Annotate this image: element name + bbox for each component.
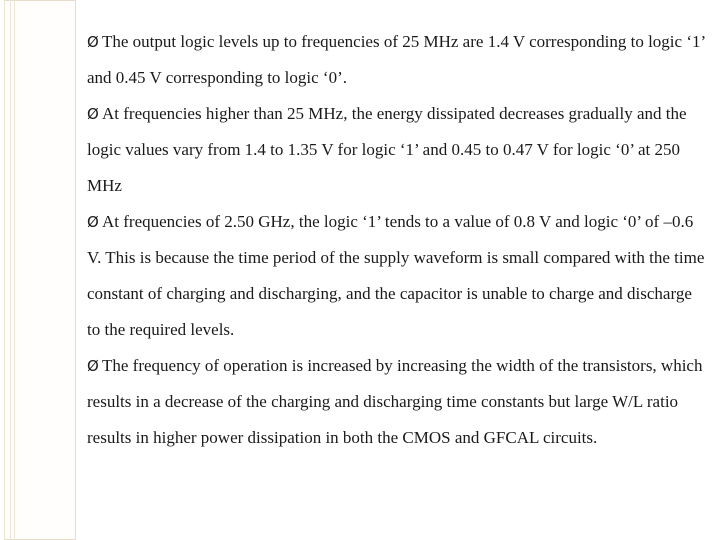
arrow-bullet-icon: Ø xyxy=(87,105,99,123)
bullet-item xyxy=(87,204,705,348)
decorative-line xyxy=(14,0,15,540)
bullet-list xyxy=(87,24,705,456)
bullet-text: At frequencies higher than 25 MHz, the energy dissipated decreases gradually and the logic values vary from 1.4 to 1.35 V for logic ‘1’ and 0.45 to 0.47 V for logic ‘0’ at 250 MHz xyxy=(87,104,687,195)
bullet-item xyxy=(87,348,705,456)
bullet-item xyxy=(87,96,705,204)
arrow-bullet-icon: Ø xyxy=(87,213,99,231)
arrow-bullet-icon: Ø xyxy=(87,357,99,375)
bullet-text: At frequencies of 2.50 GHz, the logic ‘1’ tends to a value of 0.8 V and logic ‘0’ of –0.6 V. This is because the time period of the supply waveform is small compared with the time constant of charging and discharging, and the capacitor is unable to charge and discharge to the required levels. xyxy=(87,212,705,339)
decorative-line xyxy=(10,0,11,540)
arrow-bullet-icon: Ø xyxy=(87,33,99,51)
bullet-item xyxy=(87,24,705,96)
bullet-text: The output logic levels up to frequencies of 25 MHz are 1.4 V corresponding to logic ‘1’ and 0.45 V corresponding to logic ‘0’. xyxy=(87,32,705,87)
bullet-text: The frequency of operation is increased by increasing the width of the transistors, which results in a decrease of the charging and discharging time constants but large W/L ratio results in higher power dissipation in both the CMOS and GFCAL circuits. xyxy=(87,356,703,447)
